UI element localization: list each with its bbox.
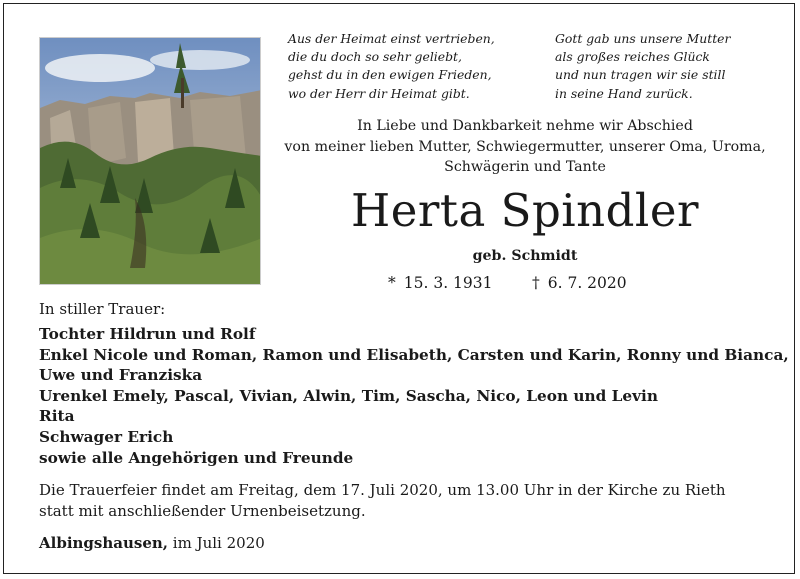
mourner-line: Enkel Nicole und Roman, Ramon und Elisabeth, Carsten und Karin, Ronny und Bianca,	[39, 345, 789, 364]
mourners-list	[39, 324, 789, 468]
service-line: Die Trauerfeier findet am Freitag, dem 17. Juli 2020, um 13.00 Uhr in der Kirche zu Rieth	[39, 481, 726, 499]
closing-date: im Juli 2020	[168, 534, 265, 552]
poem-line: wo der Herr dir Heimat gibt.	[288, 85, 470, 101]
birth-date	[388, 272, 493, 294]
poem-line: die du doch so sehr geliebt,	[288, 49, 462, 65]
mourner-line: Urenkel Emely, Pascal, Vivian, Alwin, Tim, Sascha, Nico, Leon und Levin	[39, 386, 658, 405]
poem-line: und nun tragen wir sie still	[555, 67, 726, 83]
birth-star-symbol: *	[388, 274, 396, 292]
death-date	[532, 272, 627, 294]
death-date-value: 6. 7. 2020	[547, 274, 627, 292]
service-line: statt mit anschließender Urnenbeisetzung.	[39, 502, 366, 520]
birth-date-value: 15. 3. 1931	[403, 274, 493, 292]
place-name: Albingshausen,	[39, 534, 169, 552]
poem-right	[555, 30, 730, 103]
deceased-name: Herta Spindler	[351, 184, 699, 237]
intro-line: In Liebe und Dankbarkeit nehme wir Abschied	[357, 118, 693, 134]
mourner-line: Tochter Hildrun und Rolf	[39, 325, 256, 343]
poem-line: als großes reiches Glück	[555, 49, 710, 65]
mourner-line: Schwager Erich	[39, 427, 174, 446]
mourners-label: In stiller Trauer:	[39, 300, 166, 318]
birth-name: geb. Schmidt	[472, 248, 578, 264]
mourner-line: Uwe und Franziska	[39, 366, 203, 385]
intro-line: von meiner lieben Mutter, Schwiegermutter, unserer Oma, Uroma,	[284, 138, 766, 155]
service-info	[39, 480, 726, 522]
mourner-line: Rita	[39, 407, 75, 426]
intro-line: Schwägerin und Tante	[444, 159, 606, 176]
place-and-date	[39, 532, 265, 554]
poem-left	[288, 30, 495, 103]
death-cross-symbol: †	[532, 274, 540, 292]
mourner-line: sowie alle Angehörigen und Freunde	[39, 448, 354, 467]
poem-line: in seine Hand zurück.	[555, 85, 693, 101]
farewell-intro	[275, 116, 775, 178]
poem-line: Aus der Heimat einst vertrieben,	[288, 31, 495, 46]
landscape-photo	[39, 37, 261, 285]
poem-line: gehst du in den ewigen Frieden,	[288, 67, 492, 83]
poem-line: Gott gab uns unsere Mutter	[555, 31, 731, 46]
